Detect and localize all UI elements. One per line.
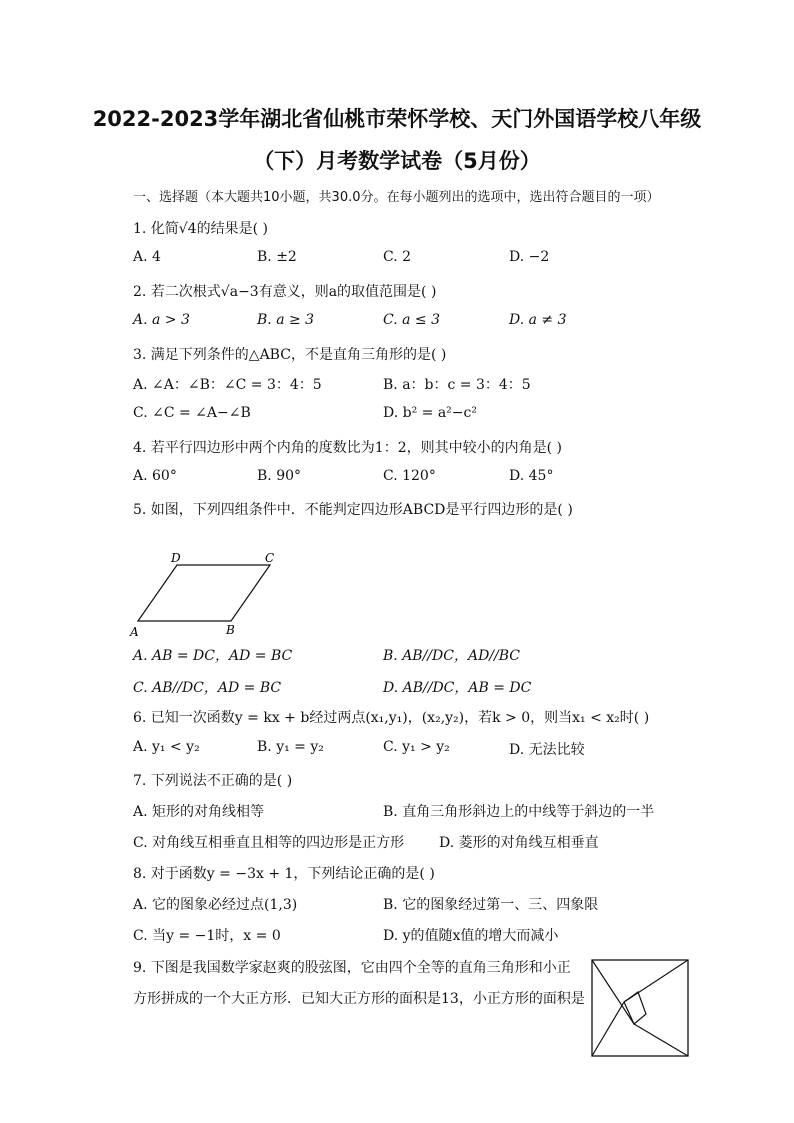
vertex-label-a: A xyxy=(130,625,139,639)
question-8-option-a: A. 它的图象必经过点(1,3) xyxy=(133,897,298,913)
vertex-label-d: D xyxy=(171,551,181,565)
question-5-option-b: B. AB//DC，AD//BC xyxy=(383,648,520,664)
small-square xyxy=(624,992,646,1024)
question-1-option-c: C. 2 xyxy=(383,249,412,265)
exam-title-line1: 2022-2023学年湖北省仙桃市荣怀学校、天门外国语学校八年级 xyxy=(92,107,702,131)
triangle-edge-1 xyxy=(592,960,688,1056)
question-6-option-b: B. y₁ = y₂ xyxy=(257,739,324,755)
question-4-stem: 4. 若平行四边形中两个内角的度数比为1：2，则其中较小的内角是( ) xyxy=(133,440,562,456)
parallelogram-abcd xyxy=(138,565,270,621)
question-3-option-c: C. ∠C = ∠A−∠B xyxy=(133,405,251,421)
question-3-option-b: B. a：b：c = 3：4：5 xyxy=(383,377,531,393)
question-4-option-d: D. 45° xyxy=(509,468,554,484)
question-1-stem: 1. 化简√4的结果是( ) xyxy=(133,221,269,237)
question-5-option-a: A. AB = DC，AD = BC xyxy=(133,648,293,664)
question-7-option-c: C. 对角线互相垂直且相等的四边形是正方形 xyxy=(133,835,405,851)
question-3-option-d: D. b² = a²−c² xyxy=(383,405,477,421)
zhao-shuang-diagram xyxy=(588,956,694,1060)
question-7-option-d: D. 菱形的对角线互相垂直 xyxy=(439,835,599,851)
question-7-option-b: B. 直角三角形斜边上的中线等于斜边的一半 xyxy=(383,804,655,820)
question-9-stem-line1: 9. 下图是我国数学家赵爽的股弦图，它由四个全等的直角三角形和小正 xyxy=(133,960,571,976)
parallelogram-figure xyxy=(128,548,288,640)
question-1-option-b: B. ±2 xyxy=(257,249,297,265)
question-3-stem: 3. 满足下列条件的△ABC，不是直角三角形的是( ) xyxy=(133,347,447,363)
question-6-option-c: C. y₁ > y₂ xyxy=(383,739,450,755)
question-2-option-d: D. a ≠ 3 xyxy=(509,312,567,328)
question-4-option-b: B. 90° xyxy=(257,468,302,484)
question-2-option-a: A. a > 3 xyxy=(133,312,190,328)
question-4-option-c: C. 120° xyxy=(383,468,436,484)
question-6-stem: 6. 已知一次函数y = kx + b经过两点(x₁,y₁)，(x₂,y₂)，若k > 0，则当x₁ < x₂时( ) xyxy=(133,710,650,726)
question-3-option-a: A. ∠A：∠B：∠C = 3：4：5 xyxy=(133,377,322,393)
question-2-option-c: C. a ≤ 3 xyxy=(383,312,440,328)
question-5-stem: 5. 如图，下列四组条件中．不能判定四边形ABCD是平行四边形的是( ) xyxy=(133,502,573,518)
question-7-option-a: A. 矩形的对角线相等 xyxy=(133,804,265,820)
large-square xyxy=(592,960,688,1056)
question-2-stem: 2. 若二次根式√a−3有意义，则a的取值范围是( ) xyxy=(133,284,437,300)
triangle-edge-2 xyxy=(592,960,688,1056)
question-1-option-a: A. 4 xyxy=(133,249,161,265)
question-8-option-b: B. 它的图象经过第一、三、四象限 xyxy=(383,897,599,913)
question-6-option-d: D. 无法比较 xyxy=(509,742,585,758)
vertex-label-c: C xyxy=(265,551,275,565)
question-1-option-d: D. −2 xyxy=(509,249,550,265)
vertex-label-b: B xyxy=(226,623,235,637)
question-2-option-b: B. a ≥ 3 xyxy=(257,312,315,328)
question-7-stem: 7. 下列说法不正确的是( ) xyxy=(133,773,293,789)
question-8-option-d: D. y的值随x值的增大而减小 xyxy=(383,928,559,944)
question-5-option-d: D. AB//DC，AB = DC xyxy=(383,680,532,696)
question-5-option-c: C. AB//DC，AD = BC xyxy=(133,680,282,696)
section-heading: 一、选择题（本大题共10小题，共30.0分。在每小题列出的选项中，选出符合题目的一项） xyxy=(133,190,660,205)
question-8-stem: 8. 对于函数y = −3x + 1，下列结论正确的是( ) xyxy=(133,866,435,882)
question-4-option-a: A. 60° xyxy=(133,468,177,484)
question-9-stem-line2: 方形拼成的一个大正方形．已知大正方形的面积是13，小正方形的面积是 xyxy=(133,991,585,1007)
question-8-option-c: C. 当y = −1时，x = 0 xyxy=(133,928,281,944)
exam-title-line2: （下）月考数学试卷（5月份） xyxy=(253,149,541,173)
question-6-option-a: A. y₁ < y₂ xyxy=(133,739,200,755)
